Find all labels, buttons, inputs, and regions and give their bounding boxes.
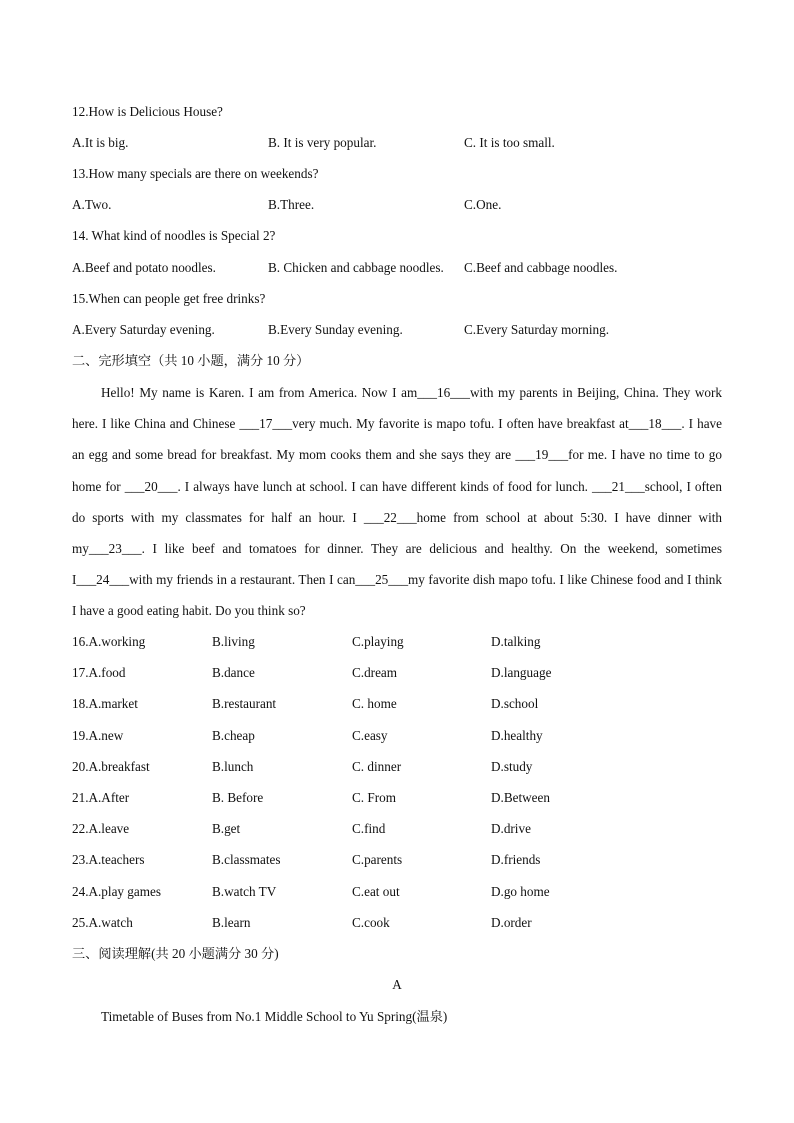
reading-heading: 三、阅读理解(共 20 小题满分 30 分) (72, 946, 279, 961)
q15-option-c: C.Every Saturday morning. (464, 322, 610, 337)
q14-option-a: A.Beef and potato noodles. (72, 260, 216, 275)
cloze-q16-option-a: 16.A.working (72, 634, 146, 649)
cloze-q17-option-b: B.dance (212, 665, 255, 681)
cloze-q18-option-a: 18.A.market (72, 696, 138, 712)
cloze-q19-option-b: B.cheap (212, 727, 255, 743)
q13-option-b: B.Three. (268, 197, 315, 212)
cloze-q23-option-b: B.classmates (212, 852, 281, 868)
cloze-q16-option-c: C.playing (352, 634, 404, 649)
cloze-q23-option-a: 23.A.teachers (72, 852, 145, 868)
question-13: 13.How many specials are there on weekends? (72, 166, 319, 181)
cloze-heading: 二、完形填空（共 10 小题，满分 10 分） (72, 353, 310, 368)
q13-option-c: C.One. (464, 197, 502, 212)
cloze-q16-option-d: D.talking (491, 634, 541, 649)
cloze-q25-option-b: B.learn (212, 914, 251, 930)
cloze-q21-option-d: D.Between (491, 790, 550, 805)
q12-option-c: C. It is too small. (464, 135, 555, 150)
section-letter: A (392, 977, 402, 992)
cloze-q17-option-d: D.language (491, 665, 552, 681)
cloze-q25-option-a: 25.A.watch (72, 914, 133, 930)
q14-option-b: B. Chicken and cabbage noodles. (268, 260, 444, 275)
q12-option-a: A.It is big. (72, 135, 129, 150)
cloze-q21-option-b: B. Before (212, 790, 264, 805)
q15-option-a: A.Every Saturday evening. (72, 322, 215, 337)
cloze-q18-option-c: C. home (352, 696, 397, 712)
cloze-q24-option-b: B.watch TV (212, 883, 277, 899)
cloze-q24-option-c: C.eat out (352, 883, 400, 899)
cloze-q18-option-b: B.restaurant (212, 696, 277, 712)
cloze-passage: Hello! My name is Karen. I am from America. Now I am___16___with my parents in Beijing, China. They work here. I like China and Chinese ___17___very much. My favorite is mapo tofu. I often have breakfast at___18___. I have an egg and some bread for breakfast. My mom cooks them and she says they are ___19___for me. I have no time to go home for ___20___. I always have lunch at school. I can have different kinds of food for lunch. ___21___school, I often do sports with my classmates for half an hour. I ___22___home from school at about 5:30. I have dinner with my___23___. I like beef and tomatoes for dinner. They are delicious and healthy. On the weekend, sometimes I___24___with my friends in a restaurant. Then I can___25___my favorite dish mapo tofu. I like Chinese food and I think I have a good eating habit. Do you think so? (72, 385, 722, 619)
question-15: 15.When can people get free drinks? (72, 291, 266, 306)
cloze-q21-option-a: 21.A.After (72, 790, 130, 805)
cloze-q25-option-c: C.cook (352, 914, 390, 930)
q15-option-b: B.Every Sunday evening. (268, 322, 403, 337)
cloze-q18-option-d: D.school (491, 696, 539, 712)
cloze-q19-option-c: C.easy (352, 727, 388, 743)
cloze-q19-option-d: D.healthy (491, 727, 543, 743)
cloze-q16-option-b: B.living (212, 634, 255, 649)
cloze-q19-option-a: 19.A.new (72, 727, 124, 743)
cloze-q20-option-b: B.lunch (212, 758, 254, 774)
cloze-q24-option-a: 24.A.play games (72, 883, 161, 899)
cloze-q22-option-c: C.find (352, 821, 386, 837)
cloze-q25-option-d: D.order (491, 914, 532, 930)
cloze-q23-option-d: D.friends (491, 852, 541, 868)
cloze-q22-option-d: D.drive (491, 821, 531, 837)
cloze-q21-option-c: C. From (352, 790, 396, 805)
cloze-q20-option-d: D.study (491, 758, 533, 774)
cloze-q20-option-c: C. dinner (352, 758, 402, 774)
cloze-q20-option-a: 20.A.breakfast (72, 758, 150, 774)
question-14: 14. What kind of noodles is Special 2? (72, 228, 276, 243)
cloze-q17-option-c: C.dream (352, 665, 398, 681)
cloze-q23-option-c: C.parents (352, 852, 403, 868)
timetable-title: Timetable of Buses from No.1 Middle School to Yu Spring(温泉) (101, 1009, 448, 1024)
q12-option-b: B. It is very popular. (268, 135, 377, 150)
cloze-q22-option-b: B.get (212, 821, 241, 837)
q14-option-c: C.Beef and cabbage noodles. (464, 260, 618, 275)
cloze-q24-option-d: D.go home (491, 883, 550, 899)
cloze-q22-option-a: 22.A.leave (72, 821, 130, 837)
question-12: 12.How is Delicious House? (72, 104, 223, 119)
cloze-q17-option-a: 17.A.food (72, 665, 126, 681)
q13-option-a: A.Two. (72, 197, 112, 212)
